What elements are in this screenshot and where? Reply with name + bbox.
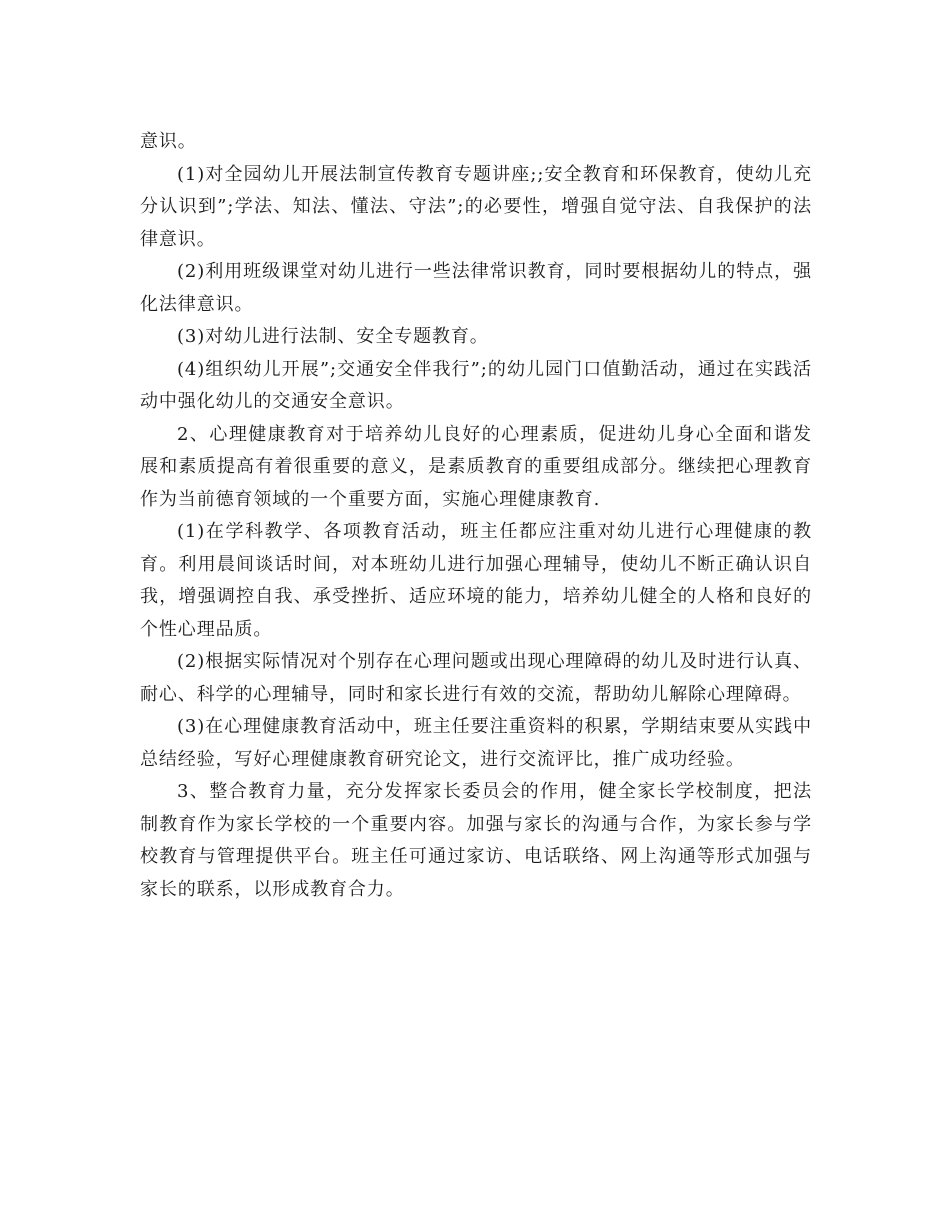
document-body [140, 126, 812, 906]
paragraph-3: (2)利用班级课堂对幼儿进行一些法律常识教育，同时要根据幼儿的特点，强化法律意识。 [140, 261, 812, 315]
paragraph-9: (3)在心理健康教育活动中，班主任要注重资料的积累，学期结束要从实践中总结经验，写好心理健康教育研究论文，进行交流评比，推广成功经验。 [140, 716, 812, 770]
paragraph-6: 2、心理健康教育对于培养幼儿良好的心理素质，促进幼儿身心全面和谐发展和素质提高有着很重要的意义，是素质教育的重要组成部分。继续把心理教育作为当前德育领域的一个重要方面，实施心理健康教育. [140, 423, 812, 510]
paragraph-8: (2)根据实际情况对个别存在心理问题或出现心理障碍的幼儿及时进行认真、耐心、科学的心理辅导，同时和家长进行有效的交流，帮助幼儿解除心理障碍。 [140, 651, 812, 705]
paragraph-7: (1)在学科教学、各项教育活动，班主任都应注重对幼儿进行心理健康的教育。利用晨间谈话时间，对本班幼儿进行加强心理辅导，使幼儿不断正确认识自我，增强调控自我、承受挫折、适应环境的能力，培养幼儿健全的人格和良好的个性心理品质。 [140, 521, 812, 640]
paragraph-4: (3)对幼儿进行法制、安全专题教育。 [177, 326, 489, 347]
paragraph-2: (1)对全园幼儿开展法制宣传教育专题讲座;;安全教育和环保教育，使幼儿充分认识到”;学法、知法、懂法、守法”;的必要性，增强自觉守法、自我保护的法律意识。 [140, 163, 812, 250]
paragraph-10: 3、整合教育力量，充分发挥家长委员会的作用，健全家长学校制度，把法制教育作为家长学校的一个重要内容。加强与家长的沟通与合作，为家长参与学校教育与管理提供平台。班主任可通过家访、电话联络、网上沟通等形式加强与家长的联系，以形成教育合力。 [140, 781, 812, 900]
paragraph-5: (4)组织幼儿开展”;交通安全伴我行”;的幼儿园门口值勤活动，通过在实践活动中强化幼儿的交通安全意识。 [140, 358, 812, 412]
paragraph-1: 意识。 [140, 131, 197, 152]
